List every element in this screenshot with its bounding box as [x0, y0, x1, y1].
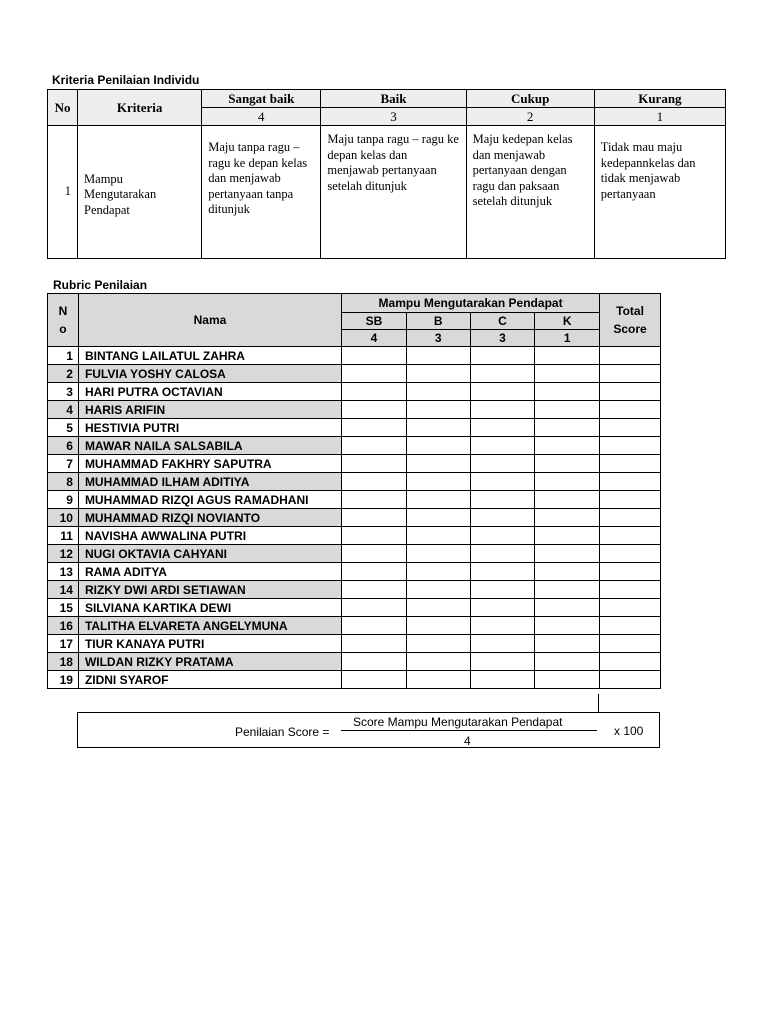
score-cell-c[interactable]	[470, 653, 535, 671]
total-score-cell[interactable]	[600, 473, 661, 491]
level-header-cukup: Cukup	[466, 90, 594, 108]
score-cell-b[interactable]	[406, 581, 470, 599]
student-no: 9	[48, 491, 79, 509]
student-no: 6	[48, 437, 79, 455]
total-score-cell[interactable]	[600, 563, 661, 581]
level-score-baik: 3	[321, 108, 466, 126]
student-name: BINTANG LAILATUL ZAHRA	[78, 347, 341, 365]
score-cell-sb[interactable]	[342, 401, 407, 419]
rubric-header-group: Mampu Mengutarakan Pendapat	[342, 294, 600, 313]
total-score-cell[interactable]	[600, 545, 661, 563]
student-no: 3	[48, 383, 79, 401]
criteria-header-kriteria: Kriteria	[78, 90, 202, 126]
level-header-baik: Baik	[321, 90, 466, 108]
criteria-desc-sangat-baik: Maju tanpa ragu – ragu ke depan kelas dan menjawab pertanyaan tanpa ditunjuk	[202, 126, 321, 259]
student-name: HESTIVIA PUTRI	[78, 419, 341, 437]
score-cell-k[interactable]	[535, 491, 600, 509]
table-row	[48, 383, 661, 401]
student-no: 12	[48, 545, 79, 563]
score-cell-k[interactable]	[535, 419, 600, 437]
total-score-cell[interactable]	[600, 653, 661, 671]
score-cell-sb[interactable]	[342, 545, 407, 563]
student-no: 11	[48, 527, 79, 545]
table-row	[48, 653, 661, 671]
student-no: 17	[48, 635, 79, 653]
formula-box	[77, 712, 660, 748]
level-score-sangat-baik: 4	[202, 108, 321, 126]
student-name: MUHAMMAD FAKHRY SAPUTRA	[78, 455, 341, 473]
student-name: MUHAMMAD RIZQI AGUS RAMADHANI	[78, 491, 341, 509]
level-header-sangat-baik: Sangat baik	[202, 90, 321, 108]
student-no: 10	[48, 509, 79, 527]
total-score-cell[interactable]	[600, 365, 661, 383]
total-score-cell[interactable]	[600, 437, 661, 455]
score-cell-k[interactable]	[535, 347, 600, 365]
student-no: 15	[48, 599, 79, 617]
score-cell-b[interactable]	[406, 347, 470, 365]
rubric-title: Rubric Penilaian	[53, 278, 148, 292]
student-no: 5	[48, 419, 79, 437]
rubric-level-b: B	[406, 313, 470, 330]
score-cell-c[interactable]	[470, 473, 535, 491]
score-cell-b[interactable]	[406, 527, 470, 545]
score-cell-b[interactable]	[406, 491, 470, 509]
score-cell-b[interactable]	[406, 383, 470, 401]
score-cell-b[interactable]	[406, 653, 470, 671]
score-cell-sb[interactable]	[342, 653, 407, 671]
score-cell-c[interactable]	[470, 419, 535, 437]
criteria-header-no: No	[48, 90, 78, 126]
table-row	[48, 437, 661, 455]
table-row	[48, 419, 661, 437]
table-row	[48, 365, 661, 383]
score-cell-sb[interactable]	[342, 491, 407, 509]
score-cell-b[interactable]	[406, 545, 470, 563]
score-cell-k[interactable]	[535, 635, 600, 653]
level-score-cukup: 2	[466, 108, 594, 126]
table-row	[48, 401, 661, 419]
score-cell-sb[interactable]	[342, 563, 407, 581]
score-cell-b[interactable]	[406, 401, 470, 419]
student-no: 4	[48, 401, 79, 419]
table-row	[48, 635, 661, 653]
score-cell-c[interactable]	[470, 365, 535, 383]
score-cell-c[interactable]	[470, 491, 535, 509]
formula-connector-line	[598, 694, 599, 712]
student-name: HARIS ARIFIN	[78, 401, 341, 419]
score-cell-k[interactable]	[535, 365, 600, 383]
total-score-cell[interactable]	[600, 527, 661, 545]
score-cell-c[interactable]	[470, 383, 535, 401]
score-cell-c[interactable]	[470, 563, 535, 581]
score-cell-c[interactable]	[470, 347, 535, 365]
total-score-cell[interactable]	[600, 455, 661, 473]
total-score-cell[interactable]	[600, 581, 661, 599]
formula-label: Penilaian Score =	[235, 725, 330, 739]
student-no: 1	[48, 347, 79, 365]
formula-multiplier: x 100	[614, 724, 644, 738]
rubric-table	[47, 293, 661, 689]
student-no: 16	[48, 617, 79, 635]
student-no: 14	[48, 581, 79, 599]
formula-denominator: 4	[464, 734, 471, 748]
formula-fraction-line	[341, 730, 597, 731]
criteria-title: Kriteria Penilaian Individu	[52, 73, 200, 87]
score-cell-k[interactable]	[535, 527, 600, 545]
score-cell-sb[interactable]	[342, 617, 407, 635]
criteria-desc-cukup: Maju kedepan kelas dan menjawab pertanyaan dengan ragu dan paksaan setelah ditunjuk	[466, 126, 594, 259]
score-cell-b[interactable]	[406, 365, 470, 383]
level-score-kurang: 1	[594, 108, 725, 126]
score-cell-sb[interactable]	[342, 473, 407, 491]
score-cell-b[interactable]	[406, 419, 470, 437]
table-row	[48, 581, 661, 599]
student-no: 8	[48, 473, 79, 491]
criteria-desc-kurang: Tidak mau maju kedepannkelas dan tidak menjawab pertanyaan	[594, 126, 725, 259]
rubric-level-sb: SB	[342, 313, 407, 330]
score-cell-sb[interactable]	[342, 419, 407, 437]
score-cell-sb[interactable]	[342, 455, 407, 473]
table-row	[48, 473, 661, 491]
score-cell-c[interactable]	[470, 635, 535, 653]
criteria-row-no: 1	[48, 126, 78, 259]
score-cell-b[interactable]	[406, 635, 470, 653]
score-cell-sb[interactable]	[342, 365, 407, 383]
score-cell-b[interactable]	[406, 473, 470, 491]
rubric-header-no: N o	[48, 294, 79, 347]
student-name: MUHAMMAD RIZQI NOVIANTO	[78, 509, 341, 527]
rubric-level-c: C	[470, 313, 535, 330]
score-cell-k[interactable]	[535, 617, 600, 635]
score-cell-b[interactable]	[406, 455, 470, 473]
student-name: NUGI OKTAVIA CAHYANI	[78, 545, 341, 563]
student-name: SILVIANA KARTIKA DEWI	[78, 599, 341, 617]
score-cell-k[interactable]	[535, 437, 600, 455]
score-cell-k[interactable]	[535, 509, 600, 527]
score-cell-k[interactable]	[535, 383, 600, 401]
score-cell-sb[interactable]	[342, 635, 407, 653]
score-cell-b[interactable]	[406, 617, 470, 635]
score-cell-k[interactable]	[535, 455, 600, 473]
score-cell-sb[interactable]	[342, 599, 407, 617]
rubric-header-nama: Nama	[78, 294, 341, 347]
score-cell-c[interactable]	[470, 581, 535, 599]
score-cell-k[interactable]	[535, 599, 600, 617]
student-name: RAMA ADITYA	[78, 563, 341, 581]
student-name: TALITHA ELVARETA ANGELYMUNA	[78, 617, 341, 635]
student-name: NAVISHA AWWALINA PUTRI	[78, 527, 341, 545]
score-cell-sb[interactable]	[342, 383, 407, 401]
score-cell-b[interactable]	[406, 599, 470, 617]
total-score-cell[interactable]	[600, 671, 661, 689]
table-row	[48, 545, 661, 563]
student-name: MUHAMMAD ILHAM ADITIYA	[78, 473, 341, 491]
table-row	[48, 617, 661, 635]
criteria-table	[47, 89, 726, 259]
student-name: MAWAR NAILA SALSABILA	[78, 437, 341, 455]
student-no: 2	[48, 365, 79, 383]
score-cell-c[interactable]	[470, 401, 535, 419]
rubric-score-sb: 4	[342, 330, 407, 347]
score-cell-sb[interactable]	[342, 347, 407, 365]
score-cell-b[interactable]	[406, 437, 470, 455]
score-cell-sb[interactable]	[342, 527, 407, 545]
score-cell-sb[interactable]	[342, 671, 407, 689]
score-cell-c[interactable]	[470, 527, 535, 545]
student-name: FULVIA YOSHY CALOSA	[78, 365, 341, 383]
rubric-score-b: 3	[406, 330, 470, 347]
score-cell-c[interactable]	[470, 455, 535, 473]
student-no: 13	[48, 563, 79, 581]
table-row	[48, 509, 661, 527]
score-cell-k[interactable]	[535, 473, 600, 491]
score-cell-c[interactable]	[470, 437, 535, 455]
total-score-cell[interactable]	[600, 617, 661, 635]
score-cell-c[interactable]	[470, 509, 535, 527]
score-cell-b[interactable]	[406, 509, 470, 527]
rubric-level-k: K	[535, 313, 600, 330]
student-name: TIUR KANAYA PUTRI	[78, 635, 341, 653]
total-score-cell[interactable]	[600, 347, 661, 365]
table-row	[48, 347, 661, 365]
level-header-kurang: Kurang	[594, 90, 725, 108]
table-row	[48, 671, 661, 689]
score-cell-k[interactable]	[535, 545, 600, 563]
student-no: 7	[48, 455, 79, 473]
total-score-cell[interactable]	[600, 599, 661, 617]
score-cell-c[interactable]	[470, 671, 535, 689]
criteria-row-name: Mampu Mengutarakan Pendapat	[78, 126, 202, 259]
rubric-score-k: 1	[535, 330, 600, 347]
total-score-cell[interactable]	[600, 401, 661, 419]
rubric-score-c: 3	[470, 330, 535, 347]
score-cell-k[interactable]	[535, 671, 600, 689]
total-score-cell[interactable]	[600, 491, 661, 509]
total-score-cell[interactable]	[600, 383, 661, 401]
student-no: 19	[48, 671, 79, 689]
score-cell-sb[interactable]	[342, 581, 407, 599]
score-cell-c[interactable]	[470, 617, 535, 635]
table-row	[48, 455, 661, 473]
score-cell-sb[interactable]	[342, 437, 407, 455]
score-cell-sb[interactable]	[342, 509, 407, 527]
table-row	[48, 563, 661, 581]
student-name: HARI PUTRA OCTAVIAN	[78, 383, 341, 401]
total-score-cell[interactable]	[600, 635, 661, 653]
formula-numerator: Score Mampu Mengutarakan Pendapat	[353, 715, 563, 729]
total-score-cell[interactable]	[600, 419, 661, 437]
student-name: ZIDNI SYAROF	[78, 671, 341, 689]
score-cell-k[interactable]	[535, 401, 600, 419]
score-cell-c[interactable]	[470, 599, 535, 617]
score-cell-k[interactable]	[535, 581, 600, 599]
score-cell-k[interactable]	[535, 563, 600, 581]
student-name: RIZKY DWI ARDI SETIAWAN	[78, 581, 341, 599]
total-score-cell[interactable]	[600, 509, 661, 527]
criteria-desc-baik: Maju tanpa ragu – ragu ke depan kelas dan menjawab pertanyaan setelah ditunjuk	[321, 126, 466, 259]
rubric-header-total: Total Score	[600, 294, 661, 347]
table-row	[48, 527, 661, 545]
table-row	[48, 599, 661, 617]
table-row	[48, 491, 661, 509]
student-no: 18	[48, 653, 79, 671]
score-cell-b[interactable]	[406, 671, 470, 689]
student-name: WILDAN RIZKY PRATAMA	[78, 653, 341, 671]
score-cell-c[interactable]	[470, 545, 535, 563]
score-cell-k[interactable]	[535, 653, 600, 671]
score-cell-b[interactable]	[406, 563, 470, 581]
